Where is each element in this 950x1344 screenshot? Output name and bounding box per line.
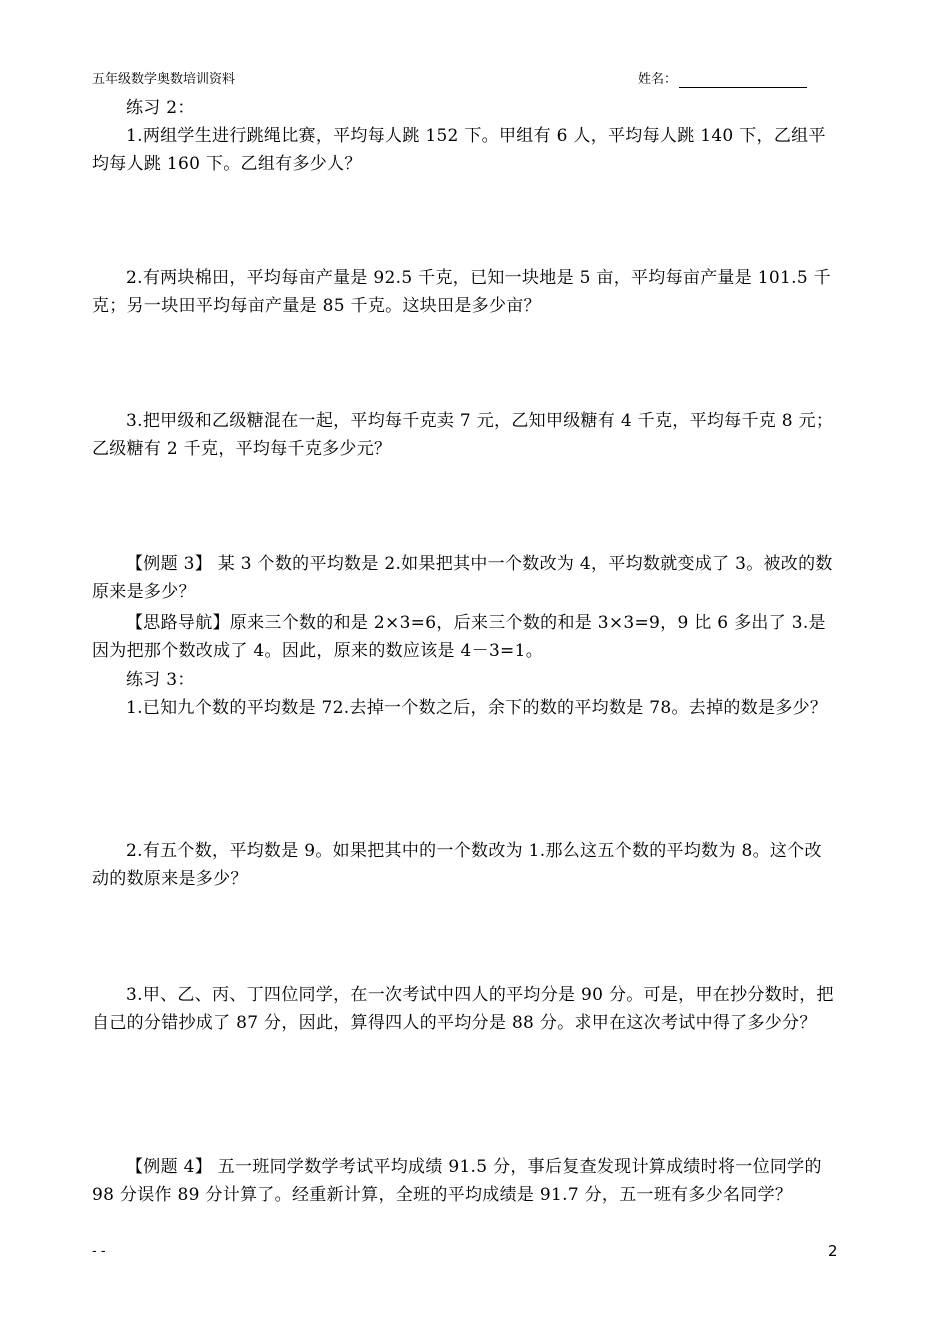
example-4: 【例题 4】 五一班同学数学考试平均成绩 91.5 分，事后复查发现计算成绩时将一位同学的 98 分误作 89 分计算了。经重新计算，全班的平均成绩是 91.7 分，五一班有多少名同学？ (92, 1157, 822, 1205)
header-name-field (638, 72, 807, 88)
name-label: 姓名： (638, 72, 678, 87)
exercise-3-question-1: 1.已知九个数的平均数是 72.去掉一个数之后，余下的数的平均数是 78。去掉的数是多少？ (126, 698, 828, 718)
exercise-2-question-2: 2.有两块棉田，平均每亩产量是 92.5 千克，已知一块地是 5 亩，平均每亩产量是 101.5 千克；另一块田平均每亩产量是 85 千克。这块田是多少亩？ (92, 268, 831, 316)
exercise-2-heading: 练习 2： (126, 98, 195, 118)
exercise-2-question-3: 3.把甲级和乙级糖混在一起，平均每千克卖 7 元，乙知甲级糖有 4 千克，平均每千克 8 元；乙级糖有 2 千克，平均每千克多少元？ (92, 411, 834, 459)
exercise-3-question-2: 2.有五个数，平均数是 9。如果把其中的一个数改为 1.那么这五个数的平均数为 8。这个改动的数原来是多少？ (92, 841, 822, 889)
page-number: 2 (828, 1242, 838, 1260)
name-blank-line (679, 73, 807, 88)
footer-marker: - - (92, 1244, 106, 1259)
example-3: 【例题 3】 某 3 个数的平均数是 2.如果把其中一个数改为 4，平均数就变成了 3。被改的数原来是多少？ (92, 554, 833, 602)
exercise-3-question-3: 3.甲、乙、丙、丁四位同学，在一次考试中四人的平均分是 90 分。可是，甲在抄分数时，把自己的分错抄成了 87 分，因此，算得四人的平均分是 88 分。求甲在这次考试中得了多少分？ (92, 985, 834, 1033)
exercise-3-heading: 练习 3： (126, 670, 195, 690)
header-title: 五年级数学奥数培训资料 (92, 72, 236, 87)
exercise-2-question-1: 1.两组学生进行跳绳比赛，平均每人跳 152 下。甲组有 6 人，平均每人跳 140 下，乙组平均每人跳 160 下。乙组有多少人？ (92, 126, 826, 174)
example-3-hint: 【思路导航】原来三个数的和是 2×3=6，后来三个数的和是 3×3=9，9 比 6 多出了 3.是因为把那个数改成了 4。因此，原来的数应该是 4－3=1。 (92, 613, 826, 661)
